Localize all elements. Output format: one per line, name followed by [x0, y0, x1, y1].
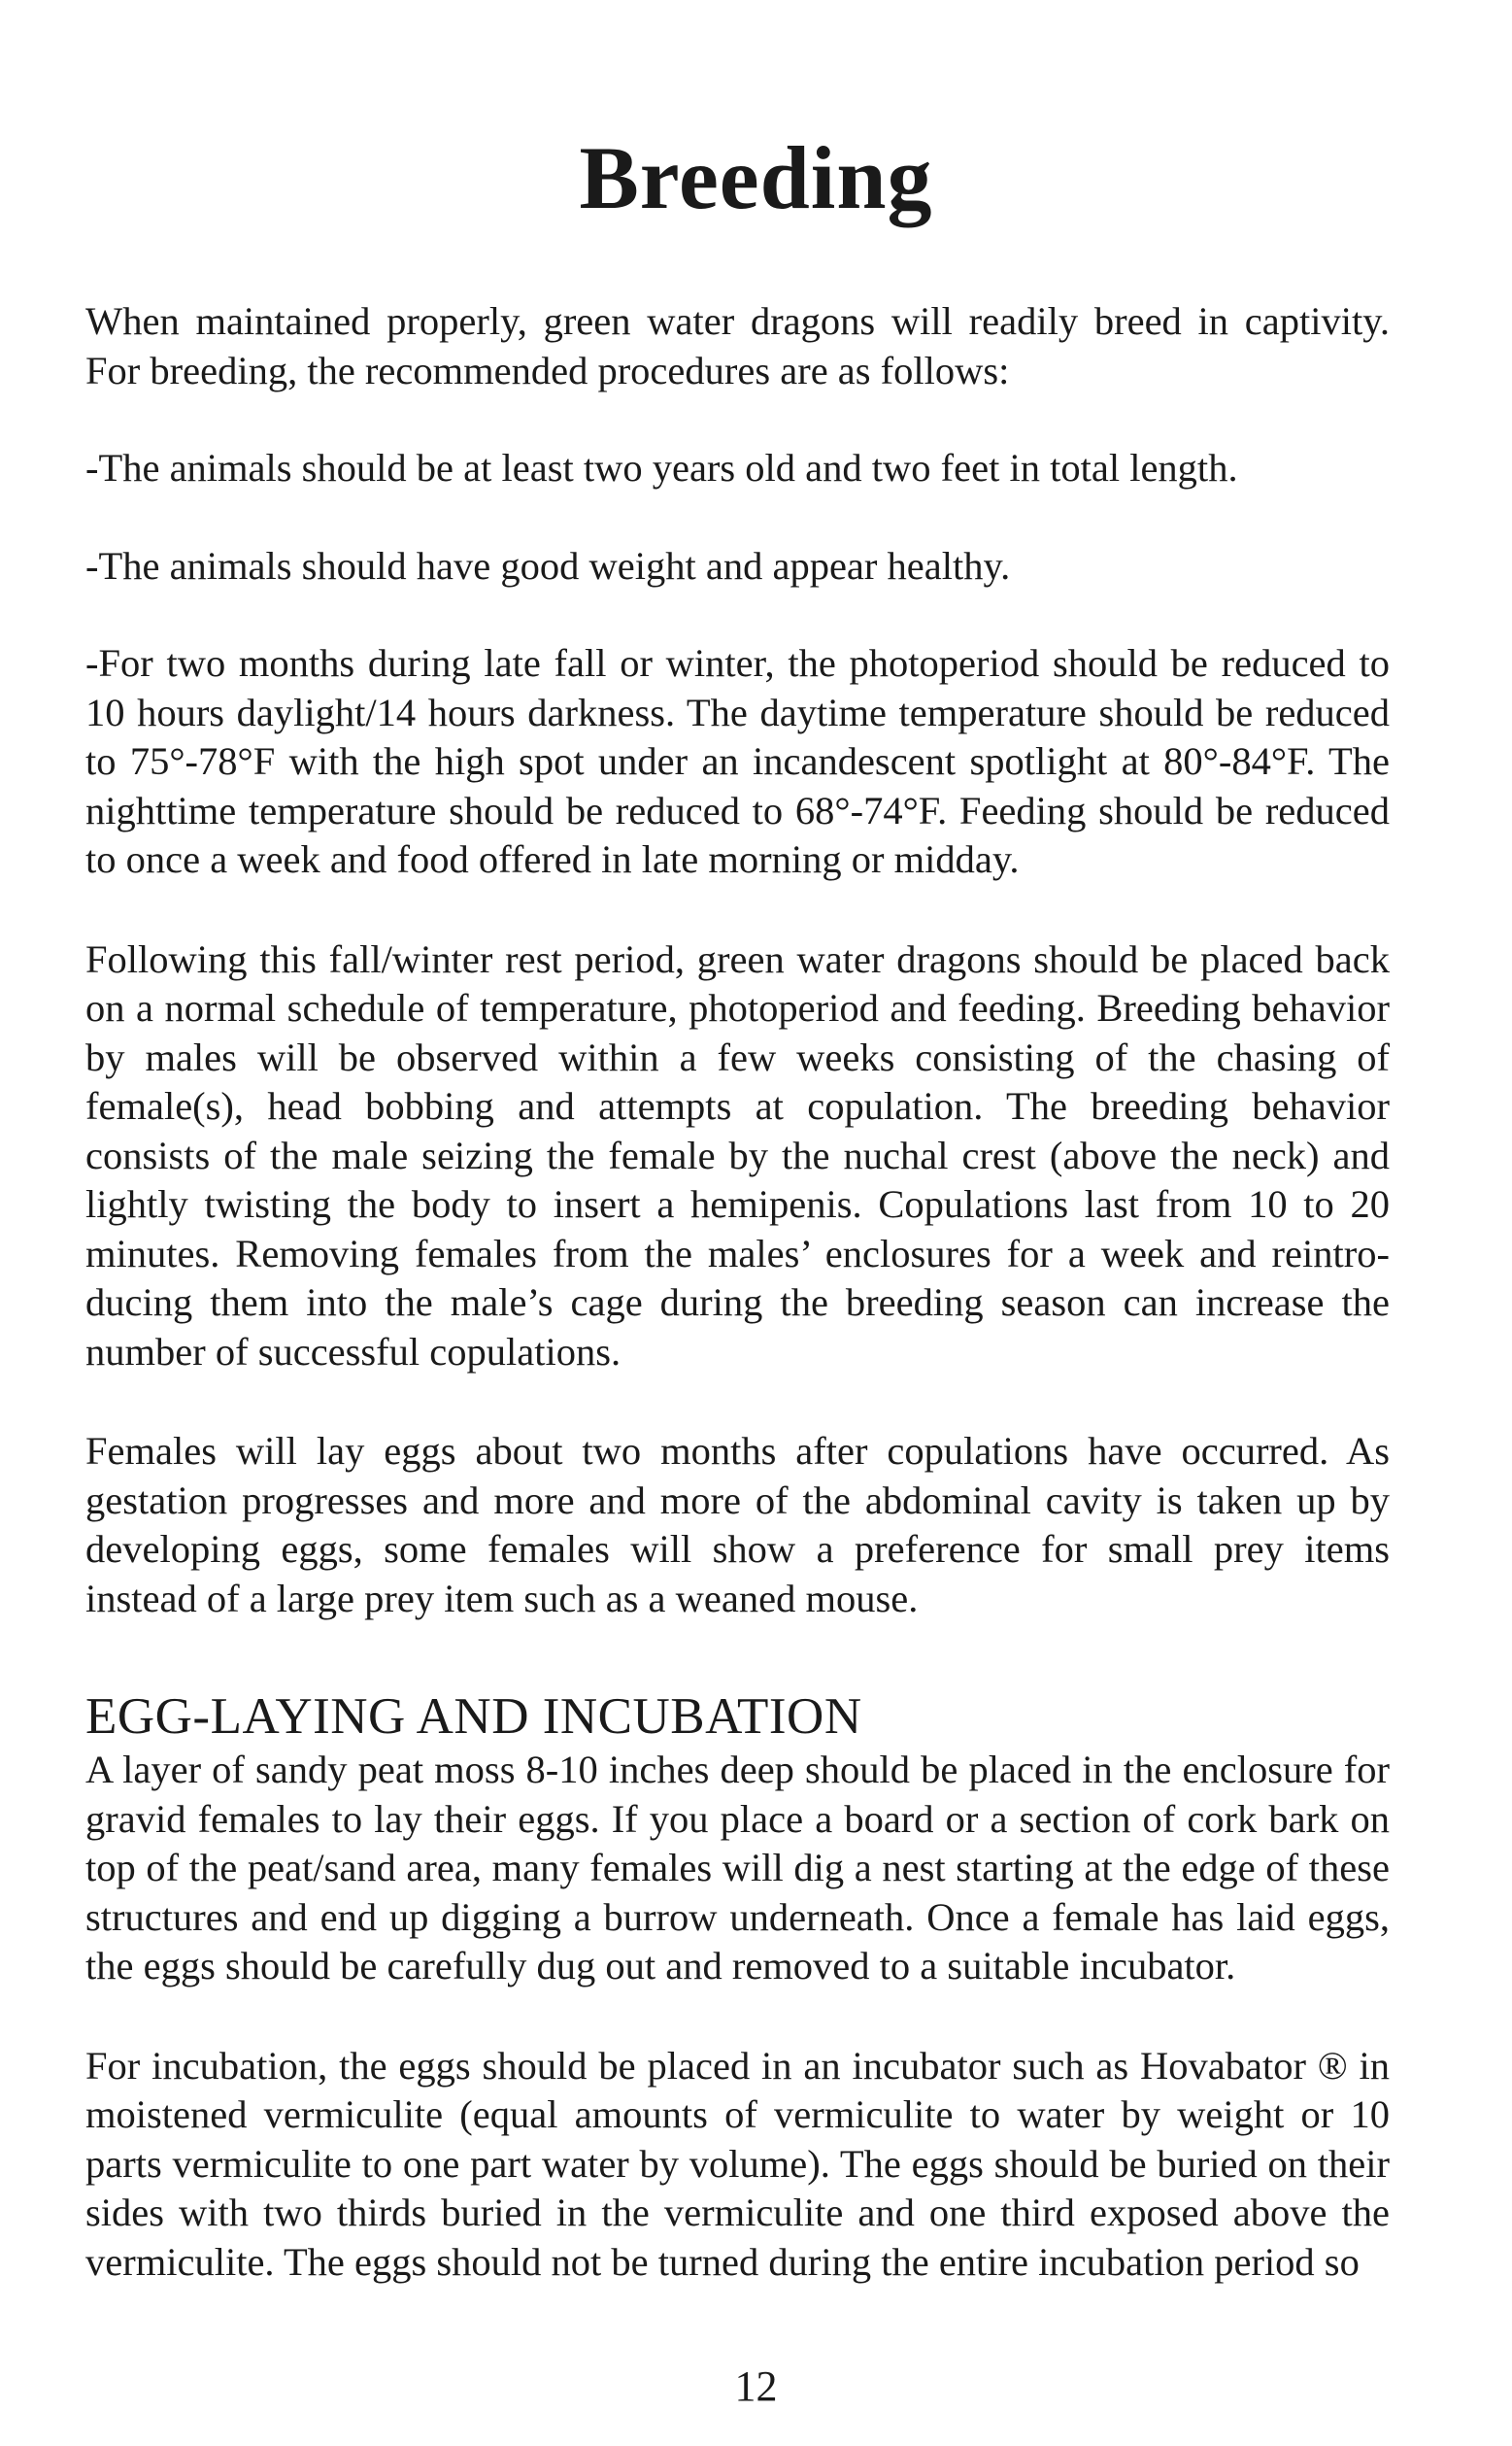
- page-number: 12: [734, 2362, 778, 2410]
- page-body: [85, 297, 1390, 2287]
- requirement-photoperiod-paragraph: -For two months during late fall or winter, the photoperiod should be reduced to 10 hours daylight/14 hours darkness. The daytime temperature should be reduced to 75°-78°F with the high spot under an incandescent spotlight at 80°-84°F. The nighttime temperature should be reduced to 68°-74°F. Feeding should be reduced to once a week and food offered in late morning or midday.: [85, 641, 1390, 881]
- egg-laying-timing-paragraph: Females will lay eggs about two months after copulations have occurred. As gestation progresses and more and more of the abdominal cavity is taken up by developing eggs, some females will show a preference for small prey items instead of a large prey item such as a weaned mouse.: [85, 1429, 1390, 1620]
- section-heading: EGG-LAYING AND INCUBATION: [85, 1688, 862, 1745]
- rest-period-paragraph: Following this fall/winter rest period, green water dragons should be placed back on a normal schedule of temperature, photoperiod and feeding. Breeding behavior by males will be observed within a few weeks consisting of the chasing of female(s), head bobbing and attempts at copulation. The breeding behavior consists of the male seizing the female by the nuchal crest (above the neck) and lightly twisting the body to insert a hemipenis. Copulations last from 10 to 20 minutes. Removing females from the males’ enclosures for a week and reintro-ducing them into the male’s cage during the breeding season can increase the number of successful copulations.: [85, 936, 1390, 1374]
- intro-paragraph: When maintained properly, green water dragons will readily breed in captivity. For breeding, the recommended procedures are as follows:: [85, 299, 1390, 392]
- nesting-paragraph: A layer of sandy peat moss 8-10 inches deep should be placed in the enclosure for gravid females to lay their eggs. If you place a board or a section of cork bark on top of the peat/sand area, many females will dig a nest starting at the edge of these structures and end up digging a burrow underneath. Once a female has laid eggs, the eggs should be carefully dug out and removed to a suitable incubator.: [85, 1748, 1390, 1987]
- incubation-paragraph: For incubation, the eggs should be placed in an incubator such as Hovabator ® in moistened vermiculite (equal amounts of vermiculite to water by weight or 10 parts vermiculite to one part water by volume). The eggs should be buried on their sides with two thirds buried in the vermiculite and one third exposed above the vermiculite. The eggs should not be turned during the entire incubation period so: [85, 2043, 1390, 2284]
- requirement-age-paragraph: -The animals should be at least two years old and two feet in total length.: [85, 446, 1238, 490]
- requirement-health-paragraph: -The animals should have good weight and appear healthy.: [85, 543, 1011, 588]
- page-title: Breeding: [579, 128, 933, 227]
